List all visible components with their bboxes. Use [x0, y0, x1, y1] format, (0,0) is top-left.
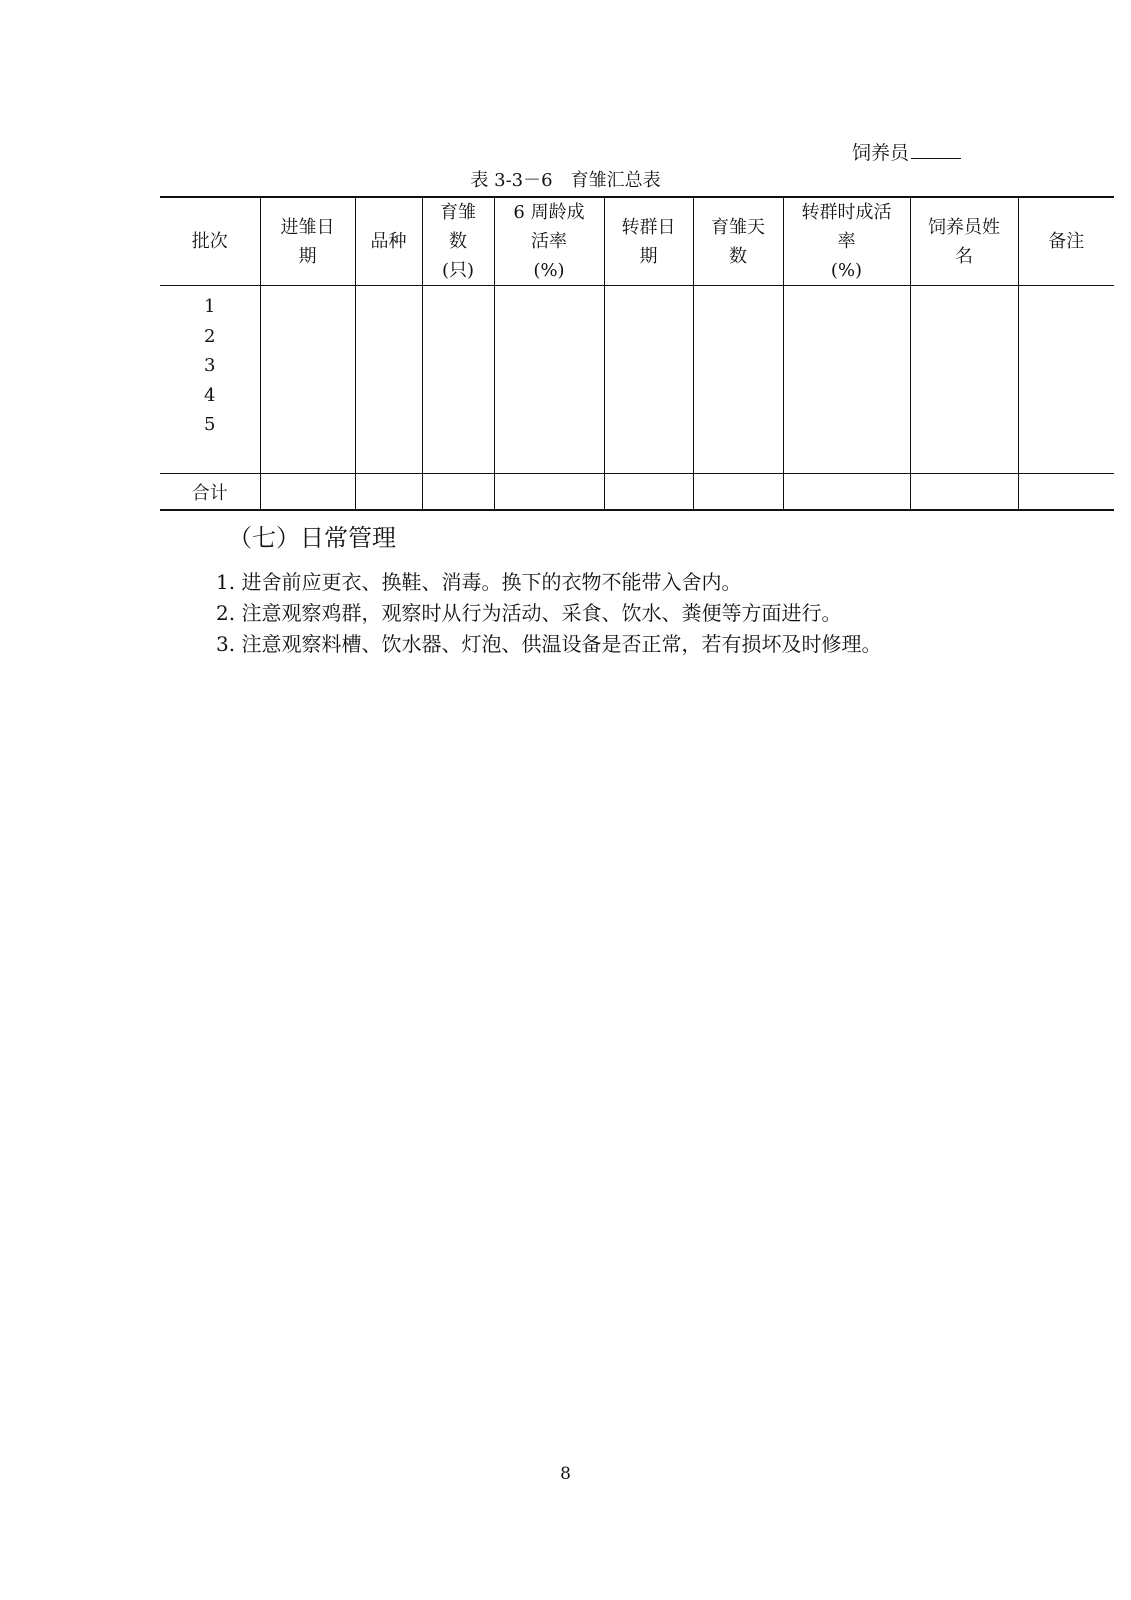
table-caption: 表 3-3－6 育雏汇总表: [470, 170, 661, 191]
header-cell: [910, 197, 1018, 286]
header-cell: [1018, 197, 1114, 286]
brooding-summary-table: [160, 196, 1114, 511]
list-item: 1. 进舍前应更衣、换鞋、消毒。换下的衣物不能带入舍内。: [216, 570, 742, 594]
header-line: 品种: [370, 231, 407, 252]
header-line: 数: [729, 245, 747, 267]
header-line: 数: [449, 231, 467, 252]
empty-cell: [1018, 474, 1114, 511]
page-number: 8: [560, 1464, 571, 1484]
list-item: 2. 注意观察鸡群，观察时从行为活动、采食、饮水、粪便等方面进行。: [216, 601, 842, 625]
header-line: 进雏日: [280, 216, 335, 238]
empty-cell: [355, 286, 422, 474]
batch-number: 3: [204, 355, 216, 376]
header-line: 育雏: [440, 202, 476, 223]
header-cell: [422, 197, 494, 286]
header-line: 饲养员姓: [928, 216, 1000, 238]
batch-rows: [160, 286, 1114, 474]
header-line: 期: [639, 245, 658, 267]
empty-cell: [1018, 286, 1114, 474]
empty-cell: [260, 474, 355, 511]
total-row: [160, 474, 1114, 511]
empty-cell: [604, 474, 693, 511]
empty-cell: [910, 474, 1018, 511]
section-heading: （七）日常管理: [228, 524, 396, 552]
empty-cell: [604, 286, 693, 474]
header-cell: [604, 197, 693, 286]
header-cell: [355, 197, 422, 286]
batch-number-cell: [160, 286, 260, 474]
header-line: 育雏天: [711, 216, 765, 238]
keeper-blank: [911, 140, 961, 159]
header-line: 活率: [531, 231, 567, 252]
batch-number: 2: [204, 325, 216, 347]
batch-number: 5: [204, 414, 216, 435]
keeper-signature-line: [852, 140, 961, 165]
header-cell: [160, 197, 260, 286]
header-line: 期: [298, 245, 317, 267]
header-line: (%): [830, 260, 863, 281]
header-line: 批次: [191, 231, 228, 252]
empty-cell: [494, 286, 604, 474]
empty-cell: [422, 474, 494, 511]
header-cell: [783, 197, 910, 286]
header-cell: [693, 197, 783, 286]
empty-cell: [260, 286, 355, 474]
empty-cell: [355, 474, 422, 511]
header-line: 6 周龄成: [513, 202, 585, 223]
batch-number: 1: [204, 296, 216, 317]
empty-cell: [422, 286, 494, 474]
empty-cell: [693, 286, 783, 474]
header-cell: [494, 197, 604, 286]
management-list: [216, 567, 881, 660]
total-label: 合计: [160, 474, 260, 511]
empty-cell: [693, 474, 783, 511]
header-line: (%): [533, 260, 565, 281]
header-line: 备注: [1048, 231, 1085, 252]
header-line: 转群时成活: [801, 202, 892, 223]
empty-cell: [783, 286, 910, 474]
keeper-label: 饲养员: [852, 142, 910, 164]
empty-cell: [783, 474, 910, 511]
header-row: [160, 197, 1114, 286]
header-line: 率: [837, 231, 856, 252]
empty-cell: [494, 474, 604, 511]
batch-number: 4: [204, 384, 216, 406]
list-item: 3. 注意观察料槽、饮水器、灯泡、供温设备是否正常，若有损坏及时修理。: [216, 632, 882, 656]
header-line: 转群日: [621, 216, 676, 238]
header-line: (只): [441, 260, 475, 281]
empty-cell: [910, 286, 1018, 474]
header-line: 名: [955, 245, 973, 267]
header-cell: [260, 197, 355, 286]
